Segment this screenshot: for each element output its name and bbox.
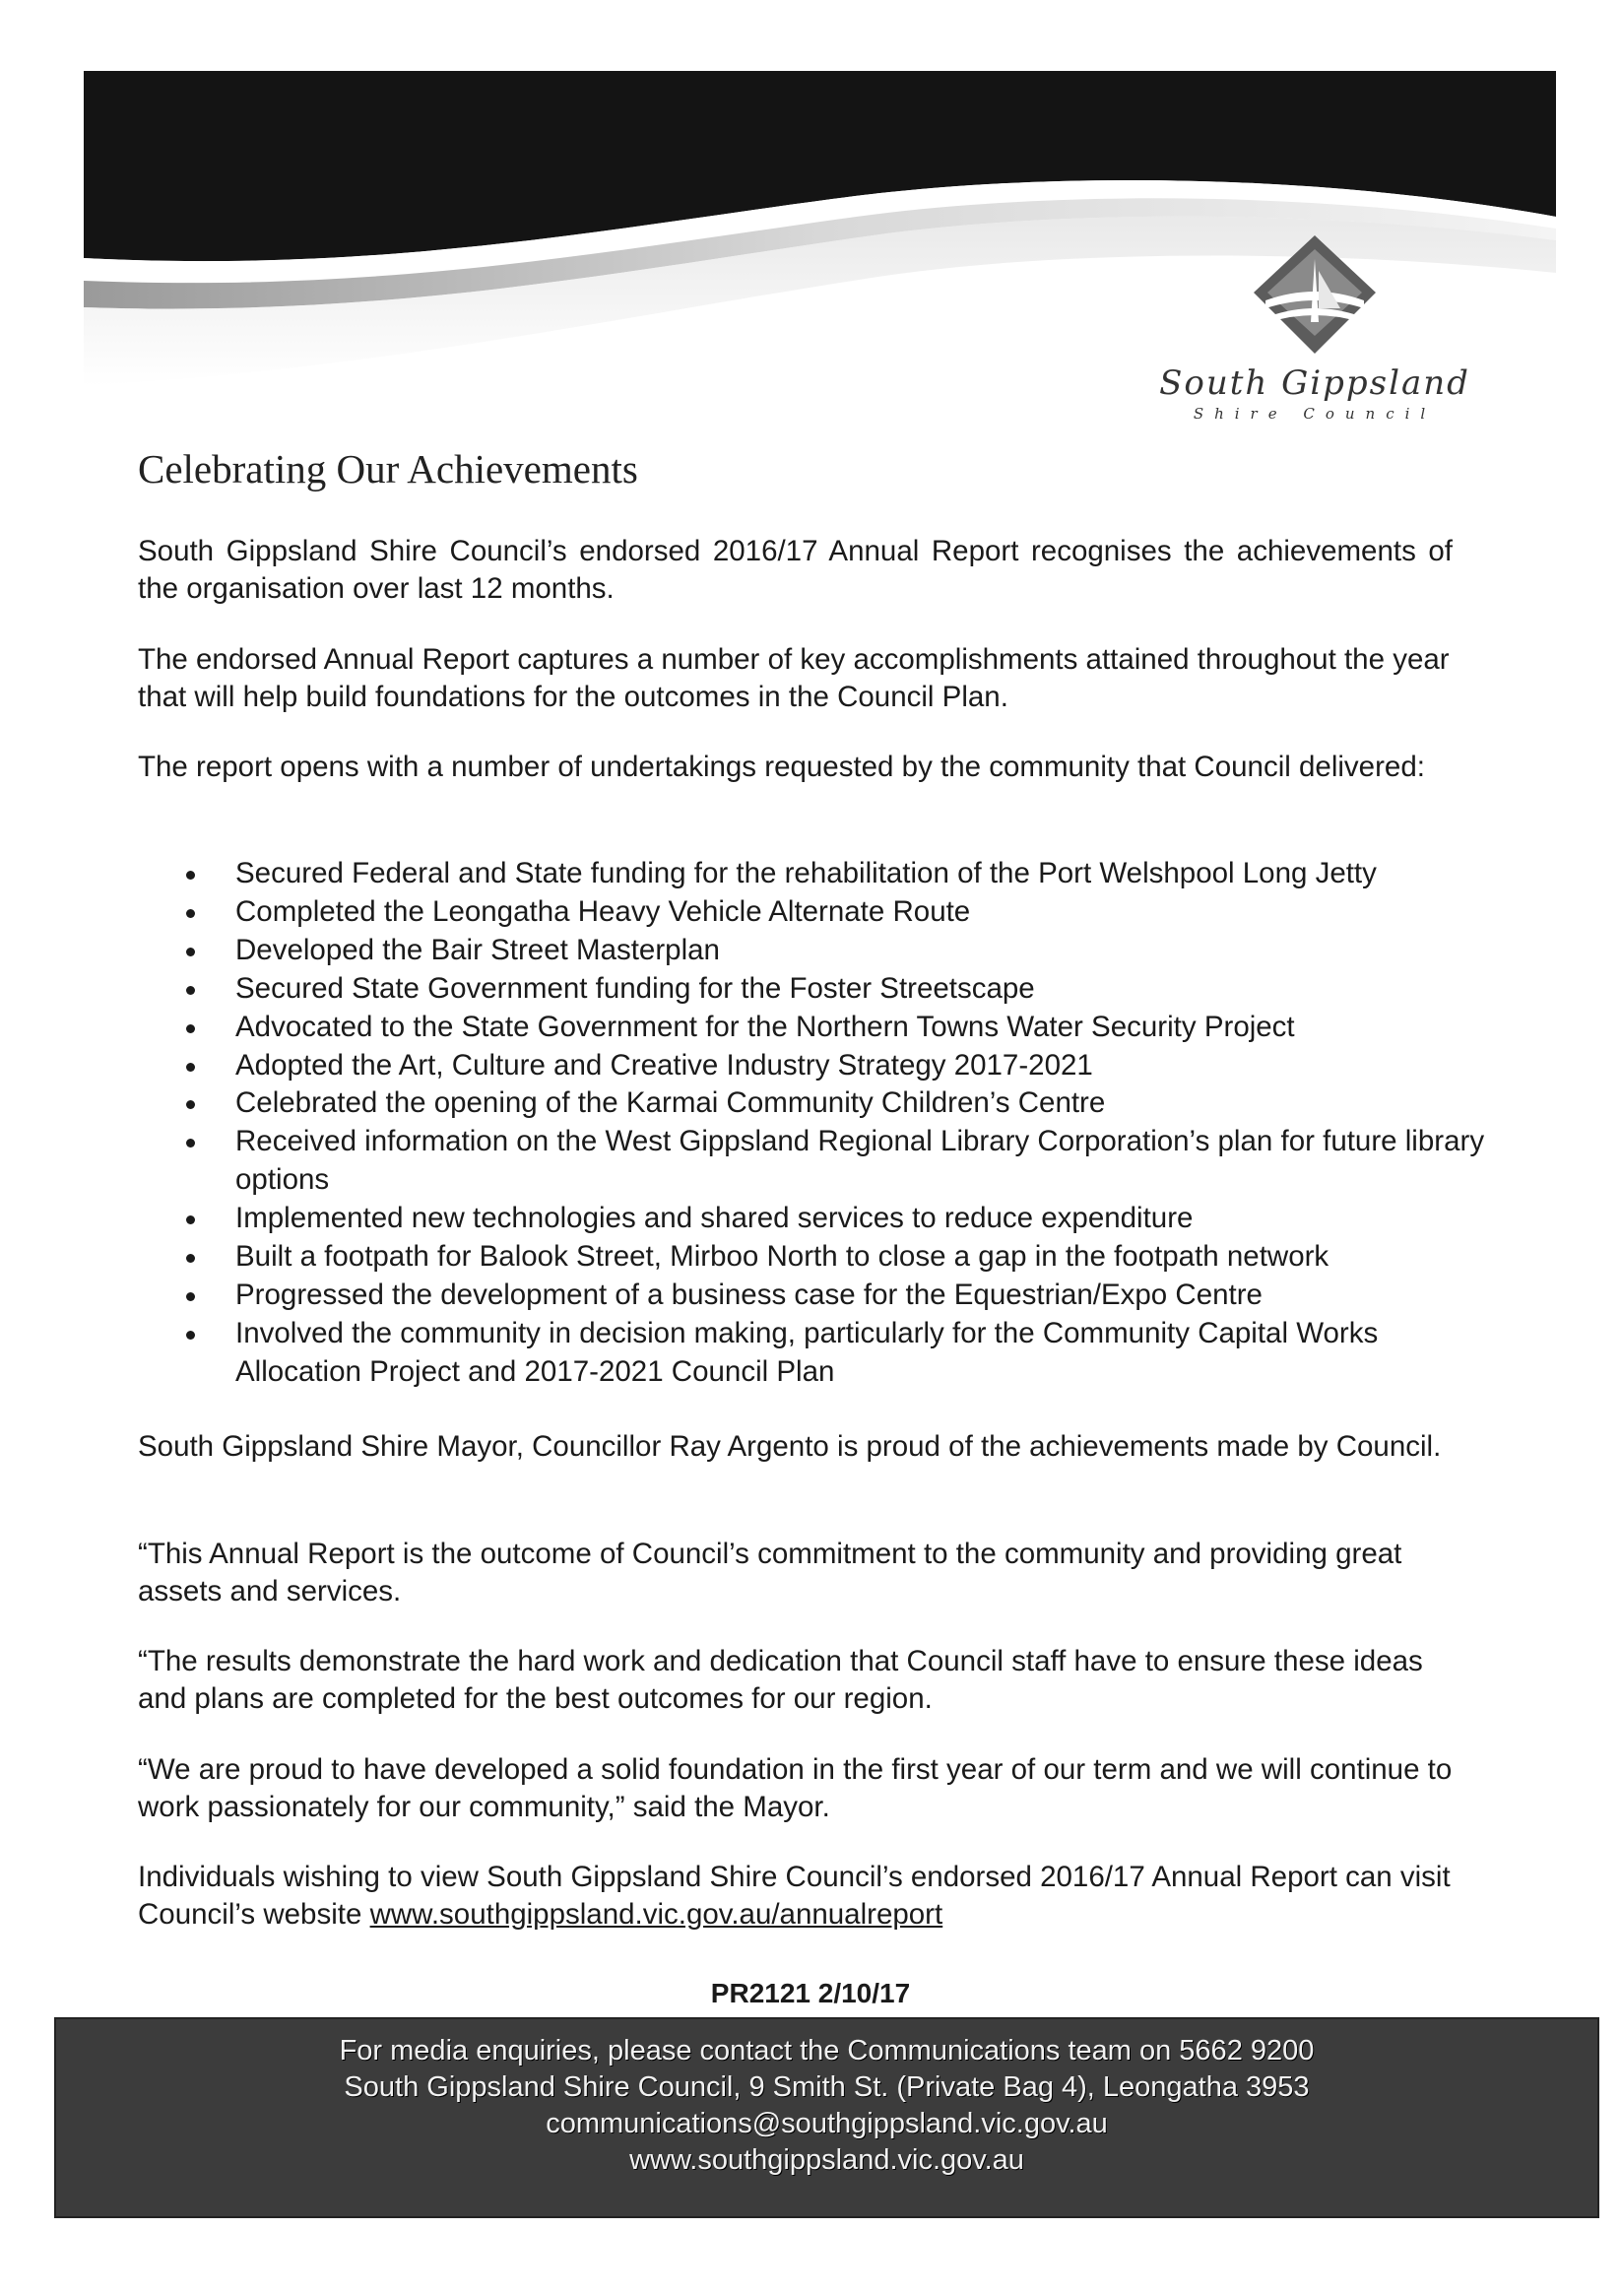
list-item: Celebrated the opening of the Karmai Community Children’s Centre: [177, 1084, 1497, 1123]
achievements-list: [177, 855, 1497, 1392]
council-logo-name: South Gippsland: [1159, 363, 1470, 403]
list-item: Advocated to the State Government for the Northern Towns Water Security Project: [177, 1009, 1497, 1047]
footer-media-line: For media enquiries, please contact the Communications team on 5662 9200: [339, 2035, 1315, 2066]
council-logo: [1147, 231, 1482, 423]
list-item: Implemented new technologies and shared services to reduce expenditure: [177, 1200, 1497, 1238]
quote-paragraph: “This Annual Report is the outcome of Council’s commitment to the community and providing great assets and services.: [138, 1538, 1402, 1607]
website-text: Individuals wishing to view South Gippsland Shire Council’s endorsed 2016/17 Annual Report can visit Council’s website: [138, 1861, 1451, 1931]
list-item: Developed the Bair Street Masterplan: [177, 932, 1497, 970]
council-emblem-icon: [1246, 231, 1384, 360]
website-paragraph: [138, 1859, 1453, 1934]
list-item: Received information on the West Gippsland Regional Library Corporation’s plan for future library options: [177, 1123, 1497, 1200]
list-item: Secured State Government funding for the Foster Streetscape: [177, 970, 1497, 1009]
list-item: Progressed the development of a business case for the Equestrian/Expo Centre: [177, 1277, 1497, 1315]
list-item: Completed the Leongatha Heavy Vehicle Alternate Route: [177, 893, 1497, 932]
intro-paragraph: South Gippsland Shire Council’s endorsed 2016/17 Annual Report recognises the achievements of the organisation over last 12 months.: [138, 535, 1453, 605]
list-item: Involved the community in decision making, particularly for the Community Capital Works Allocation Project and 2017-2021 Council Plan: [177, 1315, 1497, 1392]
list-intro-paragraph: The report opens with a number of undertakings requested by the community that Council delivered:: [138, 751, 1425, 783]
council-logo-subtitle: Shire Council: [1193, 405, 1437, 423]
page-title: Celebrating Our Achievements: [138, 446, 638, 492]
footer-address-line: South Gippsland Shire Council, 9 Smith St. (Private Bag 4), Leongatha 3953: [344, 2071, 1310, 2103]
mayor-paragraph: South Gippsland Shire Mayor, Councillor Ray Argento is proud of the achievements made by Council.: [138, 1430, 1442, 1463]
list-item: Built a footpath for Balook Street, Mirboo North to close a gap in the footpath network: [177, 1238, 1497, 1277]
quote-paragraph: “We are proud to have developed a solid foundation in the first year of our term and we will continue to work passionately for our community,” said the Mayor.: [138, 1753, 1453, 1823]
contact-footer: [54, 2017, 1599, 2218]
press-release-reference: PR2121 2/10/17: [710, 1978, 911, 2008]
list-item: Adopted the Art, Culture and Creative Industry Strategy 2017-2021: [177, 1047, 1497, 1085]
annual-report-link[interactable]: www.southgippsland.vic.gov.au/annualreport: [369, 1898, 943, 1931]
list-item: Secured Federal and State funding for the rehabilitation of the Port Welshpool Long Jetty: [177, 855, 1497, 893]
footer-email-link[interactable]: communications@southgippsland.vic.gov.au: [546, 2108, 1108, 2139]
summary-paragraph: The endorsed Annual Report captures a number of key accomplishments attained throughout the year that will help build foundations for the outcomes in the Council Plan.: [138, 643, 1450, 713]
quote-paragraph: “The results demonstrate the hard work and dedication that Council staff have to ensure these ideas and plans are completed for the best outcomes for our region.: [138, 1645, 1423, 1715]
footer-website-link[interactable]: www.southgippsland.vic.gov.au: [629, 2144, 1024, 2176]
